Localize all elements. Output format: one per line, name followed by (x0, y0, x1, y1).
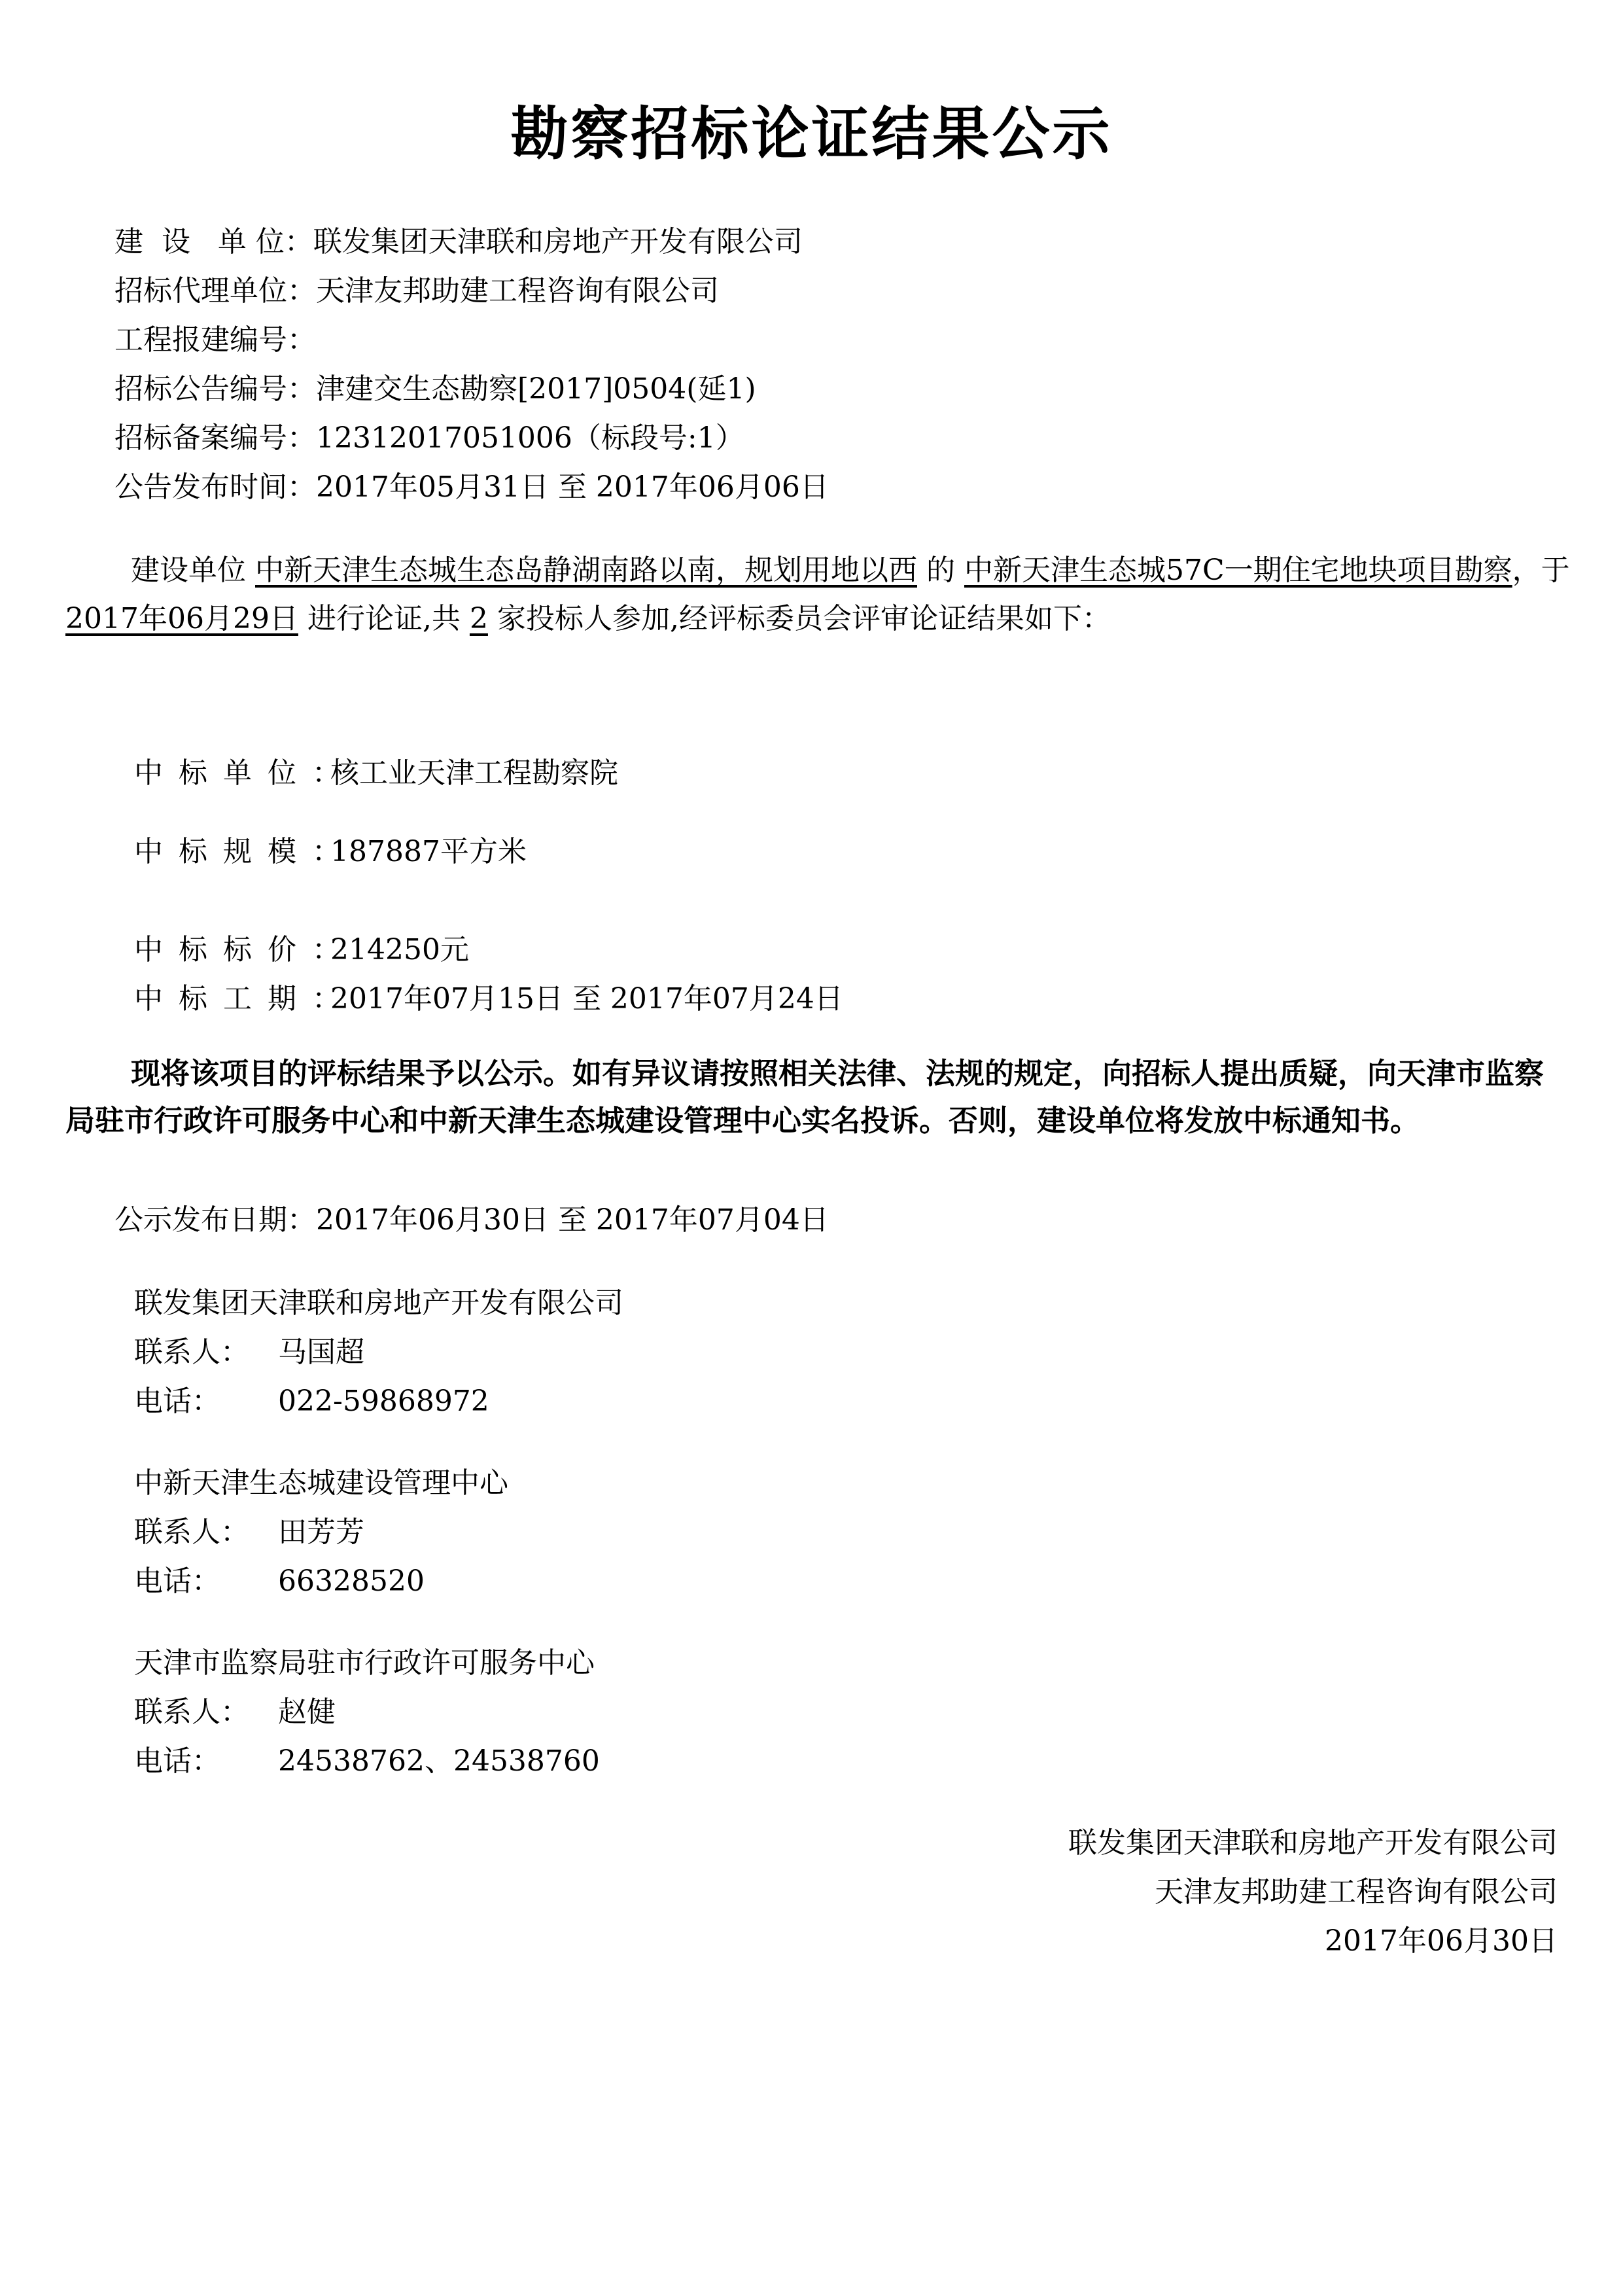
award-price-label: 中标标价： (134, 933, 357, 966)
intro-date: 2017年06月29日 (65, 602, 298, 635)
intro-text-1: 建设单位 (131, 554, 246, 587)
notice-no-value: 津建交生态勘察[2017]0504(延1) (316, 372, 756, 406)
notice-no-line (114, 370, 756, 409)
contact-person: 赵健 (278, 1695, 336, 1729)
record-no-line (114, 419, 744, 458)
project-no-label: 工程报建编号： (114, 323, 316, 357)
publicity-value: 2017年06月30日 至 2017年07月04日 (316, 1203, 829, 1237)
award-period-line (134, 975, 843, 1017)
builder-value: 联发集团天津联和房地产开发有限公司 (313, 225, 803, 258)
intro-text-5: 家投标人参加,经评标委员会评审论证结果如下： (497, 602, 1111, 635)
contact-person-label: 联系人： (134, 1695, 249, 1729)
contact-org-3: 天津市监察局驻市行政许可服务中心 (134, 1646, 595, 1680)
intro-project: 中新天津生态城57C一期住宅地块项目勘察 (964, 554, 1512, 587)
signature-org-1: 联发集团天津联和房地产开发有限公司 (1068, 1826, 1558, 1860)
award-unit-label: 中标单位： (134, 756, 357, 790)
award-price-value: 214250元 (330, 933, 469, 966)
signature-org-2: 天津友邦助建工程咨询有限公司 (1155, 1875, 1558, 1909)
award-period-value: 2017年07月15日 至 2017年07月24日 (330, 982, 843, 1016)
award-unit-line (134, 749, 618, 791)
contact-phone: 022-59868972 (278, 1385, 489, 1418)
contact-phone-label: 电话： (134, 1744, 220, 1778)
notice-no-label: 招标公告编号： (114, 372, 316, 406)
award-price-line (134, 926, 469, 968)
publish-time-value: 2017年05月31日 至 2017年06月06日 (316, 470, 829, 504)
intro-count: 2 (469, 602, 488, 635)
contact-phone-line-3 (134, 1737, 600, 1779)
contact-person: 田芳芳 (278, 1515, 364, 1549)
builder-line (114, 222, 803, 262)
intro-location: 中新天津生态城生态岛静湖南路以南，规划用地以西 (255, 554, 917, 587)
contact-phone-label: 电话： (134, 1385, 220, 1418)
award-scale-line (134, 828, 527, 870)
intro-text-4: 进行论证,共 (307, 602, 461, 635)
contact-phone: 24538762、24538760 (278, 1744, 600, 1778)
award-unit-value: 核工业天津工程勘察院 (330, 756, 618, 790)
agent-value: 天津友邦助建工程咨询有限公司 (316, 274, 719, 308)
publish-time-line (114, 468, 829, 507)
page-title: 勘察招标论证结果公示 (510, 100, 1113, 168)
contact-org-1: 联发集团天津联和房地产开发有限公司 (134, 1286, 623, 1320)
award-period-label: 中标工期： (134, 982, 357, 1016)
contact-person-label: 联系人： (134, 1515, 249, 1549)
contact-person: 马国超 (278, 1335, 364, 1369)
agent-line (114, 272, 719, 311)
publish-time-label: 公告发布时间： (114, 470, 316, 504)
award-scale-label: 中标规模： (134, 835, 357, 868)
contact-phone-label: 电话： (134, 1564, 220, 1598)
publicity-label: 公示发布日期： (114, 1203, 316, 1237)
contact-phone-line-2 (134, 1557, 425, 1599)
contact-phone-line-1 (134, 1377, 489, 1419)
objection-notice: 现将该项目的评标结果予以公示。如有异议请按照相关法律、法规的规定，向招标人提出质疑，向天津市监察局驻市行政许可服务中心和中新天津生态城建设管理中心实名投诉。否则，建设单位将发放中标通知书。 (65, 1056, 1544, 1138)
intro-text-3: ，于 (1512, 554, 1570, 587)
intro-text-2: 的 (926, 554, 955, 587)
intro-paragraph (65, 546, 1570, 643)
contact-person-line-1 (134, 1328, 364, 1370)
project-no-line (114, 321, 316, 360)
record-no-value: 12312017051006（标段号:1） (316, 421, 744, 455)
contact-person-line-3 (134, 1688, 336, 1730)
contact-org-2: 中新天津生态城建设管理中心 (134, 1466, 508, 1500)
contact-person-line-2 (134, 1508, 364, 1550)
builder-label: 建 设 单 位： (114, 225, 313, 258)
agent-label: 招标代理单位： (114, 274, 316, 308)
contact-person-label: 联系人： (134, 1335, 249, 1369)
contact-phone: 66328520 (278, 1564, 425, 1598)
publicity-line (114, 1201, 829, 1240)
record-no-label: 招标备案编号： (114, 421, 316, 455)
signature-date: 2017年06月30日 (1325, 1924, 1558, 1958)
award-scale-value: 187887平方米 (330, 835, 527, 868)
